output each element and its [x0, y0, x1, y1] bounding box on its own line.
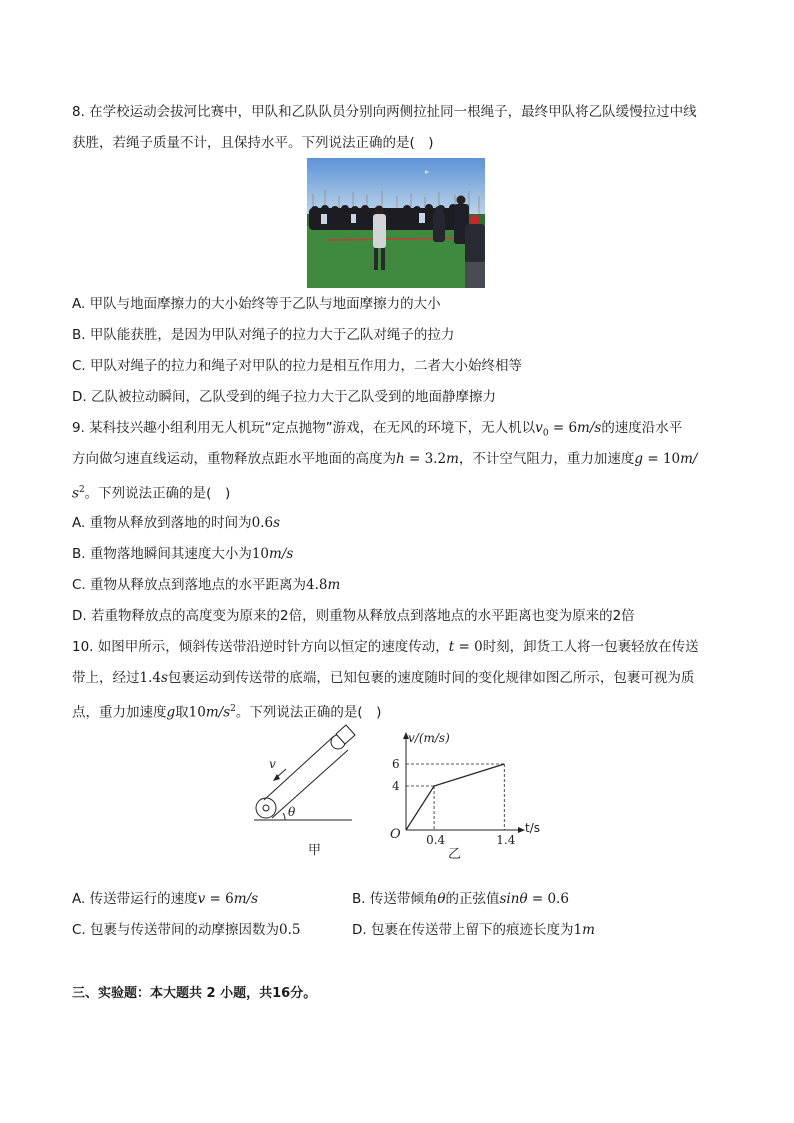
vt-y-tick-6: 6 — [392, 757, 400, 771]
vt-x-arrow — [518, 827, 525, 833]
q10-option-a-unit: m/s — [233, 891, 258, 907]
tug-of-war-photo — [307, 158, 485, 288]
q9-stem-line3 — [72, 480, 230, 504]
q10-option-c-text: C. 包裹与传送带间的动摩擦因数为 — [72, 922, 280, 938]
q10-text: 点，重力加速度 — [72, 704, 167, 721]
figure-jia-caption: 甲 — [308, 843, 322, 858]
q9-option-a-text: A. 重物从释放到落地的时间为 — [72, 515, 252, 531]
q9-option-c-value: 4.8 — [306, 577, 328, 593]
q9-option-d: D. 若重物释放点的高度变为原来的2倍，则重物从释放点到落地点的水平距离也变为原来的2倍 — [72, 608, 635, 624]
q9-text: 。下列说法正确的是( ) — [84, 485, 231, 502]
q9-var-h: h — [396, 451, 405, 467]
q10-stem-line2 — [72, 668, 694, 688]
q9-text: 9. 某科技兴趣小组利用无人机玩“定点抛物”游戏，在无风的环境下，无人机以 — [72, 420, 536, 436]
vt-origin-label: O — [390, 827, 401, 842]
q10-option-b-eq: = 0.6 — [527, 891, 569, 907]
q9-eq: = 10 — [643, 451, 681, 467]
q10-option-d-unit: m — [582, 922, 595, 938]
q10-option-b-text2: 的正弦值 — [445, 891, 500, 907]
conveyor-belt-diagram — [248, 724, 364, 864]
q9-unit: s — [72, 485, 79, 502]
q9-stem-line2 — [72, 449, 697, 469]
q9-text: 的速度沿水平 — [601, 420, 683, 436]
q10-sup-2: 2 — [230, 704, 236, 714]
vt-x-axis-label: t/s — [525, 821, 540, 835]
q9-unit: m — [446, 451, 459, 467]
q10-option-a — [72, 889, 258, 909]
q9-eq: = 6 — [548, 420, 578, 436]
q9-option-b-text: B. 重物落地瞬间其速度大小为 — [72, 546, 252, 562]
q9-text: 方向做匀速直线运动，重物释放点距水平地面的高度为 — [72, 451, 396, 467]
q10-text: 。下列说法正确的是( ) — [235, 704, 382, 721]
q10-option-b — [352, 889, 569, 909]
q10-option-d-value: 1 — [573, 922, 583, 938]
q10-unit: m/ — [205, 704, 224, 721]
q9-sup-2: 2 — [78, 485, 85, 495]
q9-unit: m/s — [577, 420, 602, 436]
q10-option-b-text: B. 传送带倾角 — [352, 891, 438, 907]
q9-var-v0: v — [535, 420, 543, 436]
q8-stem-line2: 获胜，若绳子质量不计，且保持水平。下列说法正确的是( ) — [72, 135, 434, 151]
q8-option-d: D. 乙队被拉动瞬间，乙队受到的绳子拉力大于乙队受到的地面静摩擦力 — [72, 389, 496, 405]
q10-var-g: g — [166, 704, 176, 721]
q9-option-a-value: 0.6 — [251, 515, 274, 531]
vt-x-tick-1-4: 1.4 — [496, 833, 516, 847]
q10-option-c-value: 0.5 — [279, 922, 301, 938]
q9-text: ，不计空气阻力，重力加速度 — [458, 451, 635, 467]
q10-stem-line1 — [72, 637, 699, 657]
q10-option-d-text: D. 包裹在传送带上留下的痕迹长度为 — [352, 922, 574, 938]
q9-option-a — [72, 513, 280, 533]
q9-option-b-unit: m/s — [269, 546, 294, 562]
q10-stem-line3 — [72, 699, 381, 723]
q10-unit: s — [160, 670, 168, 686]
q10-option-c — [72, 920, 301, 940]
q9-sub-0: 0 — [542, 428, 549, 439]
q10-var-t: t — [448, 639, 455, 655]
q10-option-b-var: θ — [437, 891, 446, 907]
q8-option-c: C. 甲队对绳子的拉力和绳子对甲队的拉力是相互作用力，二者大小始终相等 — [72, 358, 523, 374]
q10-text: 10. 如图甲所示，倾斜传送带沿逆时针方向以恒定的速度传动， — [72, 639, 449, 655]
q10-value: 10 — [188, 704, 206, 721]
q10-text: 取 — [175, 704, 189, 721]
q10-text: 包裹运动到传送带的底端，已知包裹的速度随时间的变化规律如图乙所示，包裹可视为质 — [167, 670, 695, 686]
belt-theta-label: θ — [288, 805, 296, 819]
q9-option-b-value: 10 — [251, 546, 270, 562]
q9-option-c-text: C. 重物从释放点到落地点的水平距离为 — [72, 577, 307, 593]
q9-option-a-unit: s — [273, 515, 281, 531]
q8-stem-line1: 8. 在学校运动会拔河比赛中，甲队和乙队队员分别向两侧拉扯同一根绳子，最终甲队将乙队缓慢拉过中线 — [72, 104, 697, 120]
q10-text: 时刻，卸货工人将一包裹轻放在传送 — [482, 639, 699, 655]
q10-option-b-sin: sinθ — [499, 891, 528, 907]
q9-option-b — [72, 544, 293, 564]
q10-text: 带上，经过 — [72, 670, 140, 686]
figure-yi-caption: 乙 — [448, 847, 462, 862]
q9-unit: m/ — [680, 451, 698, 467]
q9-stem-line1 — [72, 418, 682, 444]
q10-option-a-var: v — [197, 891, 206, 907]
velocity-time-graph — [384, 728, 554, 862]
vt-series-line — [406, 764, 504, 830]
q9-option-c — [72, 575, 340, 595]
q8-option-b: B. 甲队能获胜，是因为甲队对绳子的拉力大于乙队对绳子的拉力 — [72, 327, 455, 343]
vt-y-tick-4: 4 — [392, 779, 400, 793]
vt-x-tick-0-4: 0.4 — [426, 833, 446, 847]
vt-y-axis-label: v/(m/s) — [408, 731, 450, 745]
q10-option-a-eq: = 6 — [205, 891, 234, 907]
q10-eq: = 0 — [454, 639, 483, 655]
q10-option-a-text: A. 传送带运行的速度 — [72, 891, 198, 907]
q8-option-a: A. 甲队与地面摩擦力的大小始终等于乙队与地面摩擦力的大小 — [72, 296, 441, 312]
q9-option-c-unit: m — [327, 577, 341, 593]
q10-option-d — [352, 920, 595, 940]
belt-v-label: v — [269, 757, 276, 771]
q10-value: 1.4 — [139, 670, 161, 686]
q9-var-g: g — [634, 451, 644, 467]
section-3-heading: 三、实验题：本大题共 2 小题，共16分。 — [72, 986, 317, 1001]
q10-unit: s — [223, 704, 231, 721]
q9-eq: = 3.2 — [404, 451, 447, 467]
